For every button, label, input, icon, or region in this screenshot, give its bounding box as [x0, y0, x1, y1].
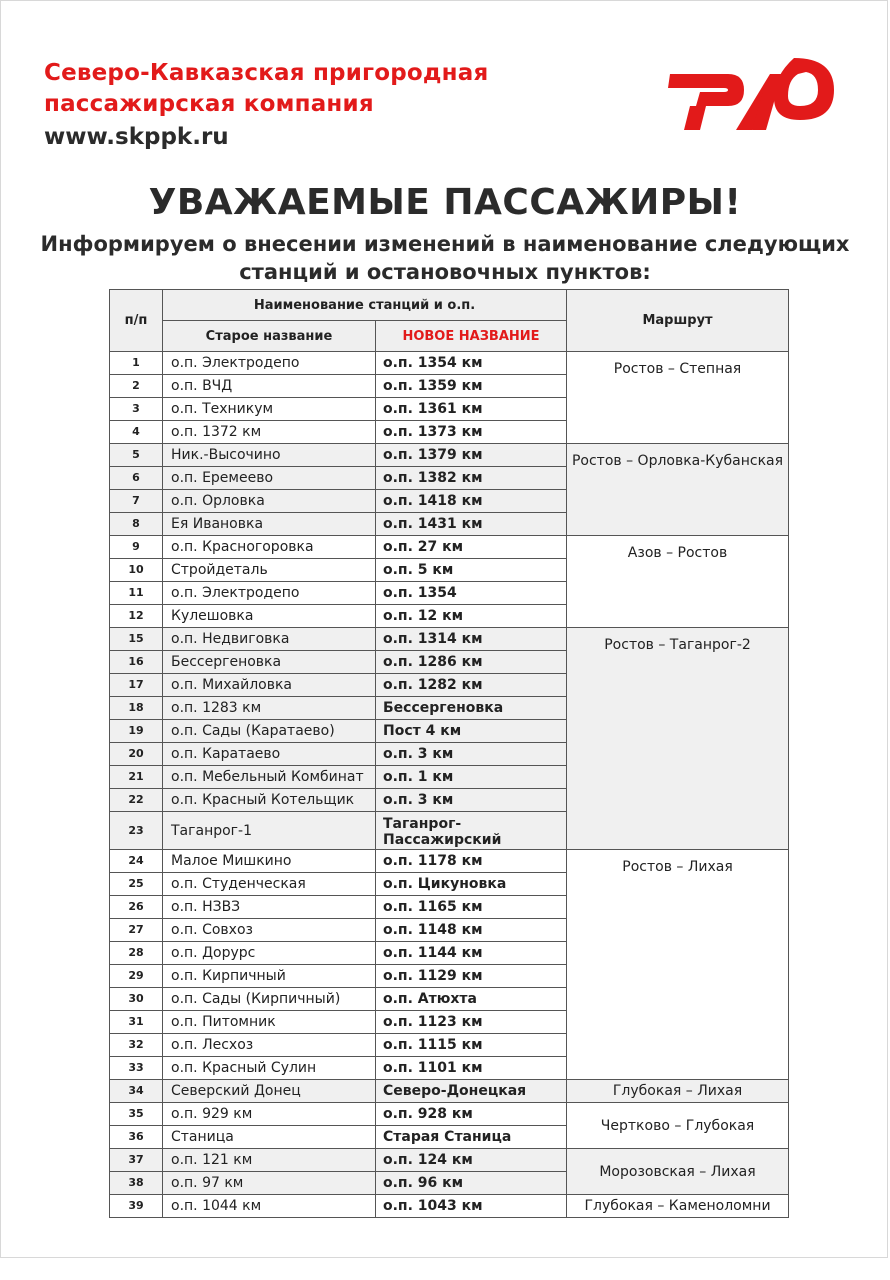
row-number: 7	[110, 490, 163, 513]
route-name: Морозовская – Лихая	[567, 1149, 789, 1195]
new-station-name: о.п. 1379 км	[376, 444, 567, 467]
new-station-name: о.п. 1359 км	[376, 375, 567, 398]
new-station-name: о.п. 1123 км	[376, 1011, 567, 1034]
row-number: 32	[110, 1034, 163, 1057]
row-number: 5	[110, 444, 163, 467]
row-number: 28	[110, 942, 163, 965]
company-name-line2: пассажирская компания	[44, 91, 374, 117]
old-station-name: Кулешовка	[163, 605, 376, 628]
new-station-name: Старая Станица	[376, 1126, 567, 1149]
header-num: п/п	[110, 290, 163, 352]
new-station-name: о.п. 928 км	[376, 1103, 567, 1126]
new-station-name: о.п. 1129 км	[376, 965, 567, 988]
new-station-name: о.п. 1354 км	[376, 352, 567, 375]
table-row	[110, 628, 789, 651]
route-name: Глубокая – Каменоломни	[567, 1195, 789, 1218]
route-name: Ростов – Таганрог-2	[567, 628, 789, 850]
row-number: 36	[110, 1126, 163, 1149]
old-station-name: о.п. Красногоровка	[163, 536, 376, 559]
old-station-name: о.п. Питомник	[163, 1011, 376, 1034]
row-number: 37	[110, 1149, 163, 1172]
route-name: Ростов – Орловка-Кубанская	[567, 444, 789, 536]
new-station-name: Пост 4 км	[376, 720, 567, 743]
row-number: 20	[110, 743, 163, 766]
new-station-name: о.п. 1431 км	[376, 513, 567, 536]
table-row	[110, 1080, 789, 1103]
new-station-name: о.п. 1 км	[376, 766, 567, 789]
row-number: 26	[110, 896, 163, 919]
new-station-name: о.п. 12 км	[376, 605, 567, 628]
old-station-name: о.п. Кирпичный	[163, 965, 376, 988]
table-row	[110, 536, 789, 559]
old-station-name: о.п. Недвиговка	[163, 628, 376, 651]
row-number: 11	[110, 582, 163, 605]
route-name: Азов – Ростов	[567, 536, 789, 628]
table-row	[110, 1149, 789, 1172]
row-number: 22	[110, 789, 163, 812]
new-station-name: о.п. 1354	[376, 582, 567, 605]
old-station-name: о.п. 1372 км	[163, 421, 376, 444]
route-name: Ростов – Лихая	[567, 850, 789, 1080]
header-names-group: Наименование станций и о.п.	[163, 290, 567, 321]
table-row	[110, 1103, 789, 1126]
old-station-name: о.п. Сады (Каратаево)	[163, 720, 376, 743]
row-number: 31	[110, 1011, 163, 1034]
old-station-name: о.п. Еремеево	[163, 467, 376, 490]
company-website: www.skppk.ru	[44, 124, 229, 150]
page-title: УВАЖАЕМЫЕ ПАССАЖИРЫ!	[148, 182, 742, 223]
table-row	[110, 1195, 789, 1218]
new-station-name: о.п. 27 км	[376, 536, 567, 559]
new-station-name: о.п. 1043 км	[376, 1195, 567, 1218]
new-station-name: о.п. 3 км	[376, 743, 567, 766]
old-station-name: о.п. 121 км	[163, 1149, 376, 1172]
new-station-name: о.п. 1282 км	[376, 674, 567, 697]
row-number: 39	[110, 1195, 163, 1218]
row-number: 16	[110, 651, 163, 674]
row-number: 4	[110, 421, 163, 444]
row-number: 6	[110, 467, 163, 490]
row-number: 35	[110, 1103, 163, 1126]
row-number: 12	[110, 605, 163, 628]
old-station-name: Ник.-Высочино	[163, 444, 376, 467]
new-station-name: о.п. 1373 км	[376, 421, 567, 444]
old-station-name: о.п. Орловка	[163, 490, 376, 513]
new-station-name: о.п. 1148 км	[376, 919, 567, 942]
new-station-name: о.п. 1178 км	[376, 850, 567, 873]
row-number: 30	[110, 988, 163, 1011]
old-station-name: о.п. Сады (Кирпичный)	[163, 988, 376, 1011]
new-station-name: о.п. 1382 км	[376, 467, 567, 490]
row-number: 3	[110, 398, 163, 421]
row-number: 27	[110, 919, 163, 942]
row-number: 38	[110, 1172, 163, 1195]
old-station-name: о.п. Дорурс	[163, 942, 376, 965]
old-station-name: о.п. Красный Сулин	[163, 1057, 376, 1080]
row-number: 10	[110, 559, 163, 582]
row-number: 15	[110, 628, 163, 651]
old-station-name: о.п. Каратаево	[163, 743, 376, 766]
header-old-name: Старое название	[163, 321, 376, 352]
header-new-name: НОВОЕ НАЗВАНИЕ	[376, 321, 567, 352]
row-number: 21	[110, 766, 163, 789]
new-station-name: о.п. 1286 км	[376, 651, 567, 674]
old-station-name: Стройдеталь	[163, 559, 376, 582]
new-station-name: о.п. 1165 км	[376, 896, 567, 919]
table-row	[110, 352, 789, 375]
old-station-name: о.п. 1283 км	[163, 697, 376, 720]
subtitle-line2: станций и остановочных пунктов:	[239, 260, 651, 284]
row-number: 1	[110, 352, 163, 375]
row-number: 25	[110, 873, 163, 896]
row-number: 9	[110, 536, 163, 559]
old-station-name: Северский Донец	[163, 1080, 376, 1103]
company-name-line1: Северо-Кавказская пригородная	[44, 60, 489, 86]
table-row	[110, 850, 789, 873]
header-route: Маршрут	[567, 290, 789, 352]
old-station-name: о.п. 1044 км	[163, 1195, 376, 1218]
new-station-name: о.п. 124 км	[376, 1149, 567, 1172]
old-station-name: о.п. ВЧД	[163, 375, 376, 398]
route-name: Глубокая – Лихая	[567, 1080, 789, 1103]
new-station-name: о.п. 1314 км	[376, 628, 567, 651]
old-station-name: о.п. Мебельный Комбинат	[163, 766, 376, 789]
new-station-name: о.п. 1361 км	[376, 398, 567, 421]
station-renames-table	[109, 289, 789, 1218]
new-station-name: Таганрог-Пассажирский	[376, 812, 567, 850]
table-row	[110, 444, 789, 467]
old-station-name: Ея Ивановка	[163, 513, 376, 536]
new-station-name: о.п. 5 км	[376, 559, 567, 582]
new-station-name: о.п. 3 км	[376, 789, 567, 812]
old-station-name: о.п. Красный Котельщик	[163, 789, 376, 812]
new-station-name: о.п. 1418 км	[376, 490, 567, 513]
old-station-name: о.п. Электродепо	[163, 352, 376, 375]
row-number: 17	[110, 674, 163, 697]
old-station-name: о.п. Лесхоз	[163, 1034, 376, 1057]
new-station-name: о.п. 1101 км	[376, 1057, 567, 1080]
row-number: 33	[110, 1057, 163, 1080]
row-number: 34	[110, 1080, 163, 1103]
subtitle-line1: Информируем о внесении изменений в наименование следующих	[40, 232, 850, 256]
company-header	[44, 58, 488, 154]
old-station-name: о.п. Электродепо	[163, 582, 376, 605]
rzd-logo	[666, 54, 838, 134]
old-station-name: о.п. Михайловка	[163, 674, 376, 697]
old-station-name: о.п. 929 км	[163, 1103, 376, 1126]
new-station-name: о.п. 96 км	[376, 1172, 567, 1195]
route-name: Ростов – Степная	[567, 352, 789, 444]
old-station-name: Бессергеновка	[163, 651, 376, 674]
old-station-name: Малое Мишкино	[163, 850, 376, 873]
row-number: 18	[110, 697, 163, 720]
old-station-name: о.п. НЗВЗ	[163, 896, 376, 919]
old-station-name: о.п. Совхоз	[163, 919, 376, 942]
row-number: 23	[110, 812, 163, 850]
old-station-name: о.п. Техникум	[163, 398, 376, 421]
new-station-name: о.п. 1115 км	[376, 1034, 567, 1057]
new-station-name: Бессергеновка	[376, 697, 567, 720]
row-number: 24	[110, 850, 163, 873]
old-station-name: о.п. 97 км	[163, 1172, 376, 1195]
row-number: 19	[110, 720, 163, 743]
new-station-name: о.п. Цикуновка	[376, 873, 567, 896]
table-body	[110, 352, 789, 1218]
new-station-name: Северо-Донецкая	[376, 1080, 567, 1103]
page-subtitle	[40, 230, 850, 286]
route-name: Чертково – Глубокая	[567, 1103, 789, 1149]
old-station-name: о.п. Студенческая	[163, 873, 376, 896]
old-station-name: Таганрог-1	[163, 812, 376, 850]
old-station-name: Станица	[163, 1126, 376, 1149]
new-station-name: о.п. 1144 км	[376, 942, 567, 965]
new-station-name: о.п. Атюхта	[376, 988, 567, 1011]
row-number: 2	[110, 375, 163, 398]
row-number: 29	[110, 965, 163, 988]
row-number: 8	[110, 513, 163, 536]
